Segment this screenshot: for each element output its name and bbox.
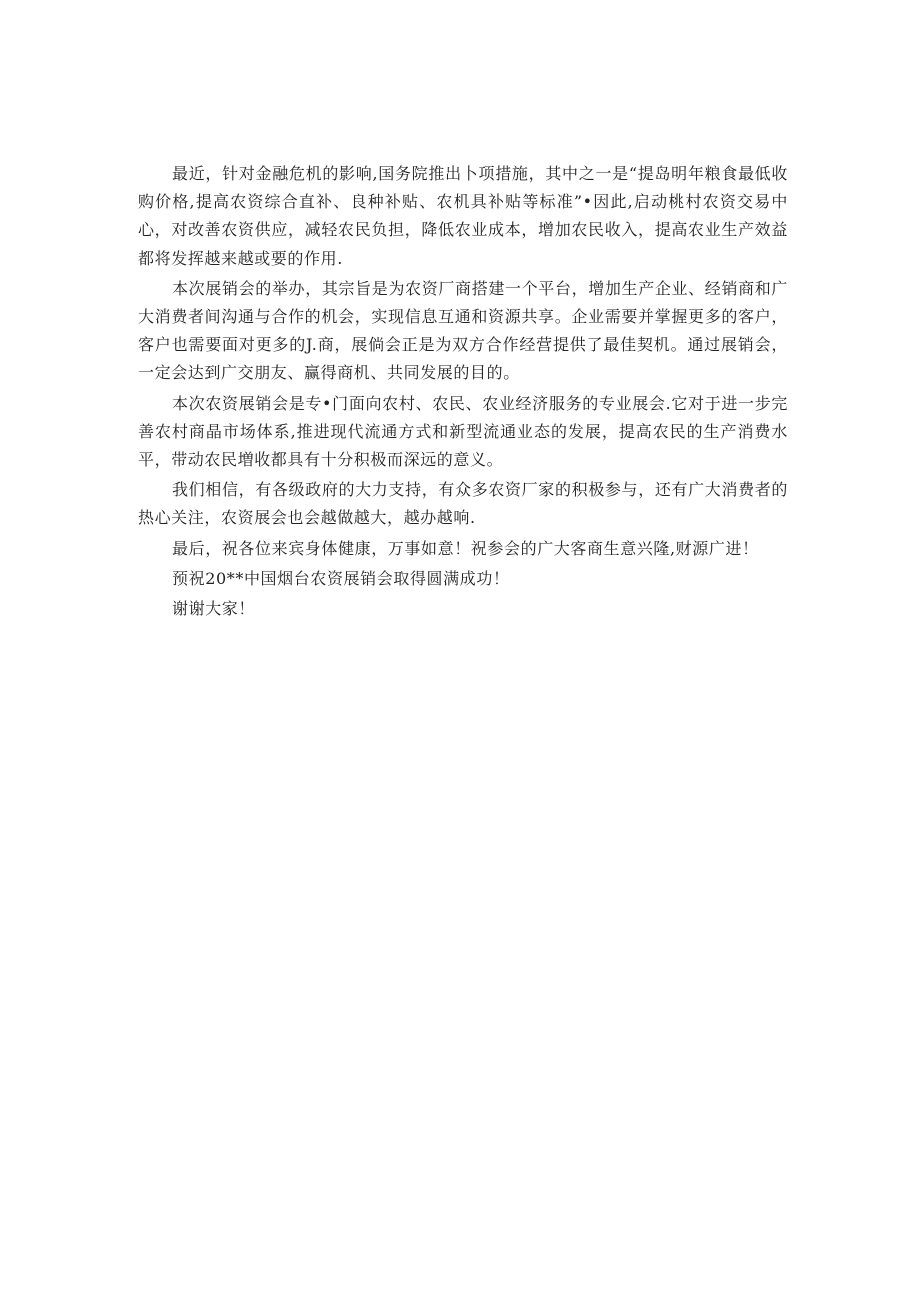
paragraph-success-wish: 预祝20**中国烟台农资展销会取得圆满成功！	[172, 568, 510, 588]
paragraph-thanks: 谢谢大家！	[172, 599, 256, 619]
paragraph-wishes: 最后，祝各位来宾身体健康，万事如意！祝参会的广大客商生意兴隆,财源广进！	[172, 538, 759, 558]
paragraph-exhibition-significance: 本次农资展销会是专•门面向农村、农民、农业经济服务的专业展会.它对于进一步完善农村商晶市场体系,推进现代流通方式和新型流通业态的发展，提高农民的生产消费水平，带动农民増收都具有十分积极而深远的意义。	[138, 393, 788, 470]
document-body	[138, 160, 788, 623]
paragraph-financial-crisis: 最近，针对金融危机的影响,国务院推出卜项措施，其中之一是“提岛明年粮食最低收购价格,提高农资综合直补、良种补贴、农机具补贴等标准”•因此,启动桃村农资交易中心，对改善农资供应，减轻农民负担，降低农业成本，增加农民收入，提高农业生产效益都将发挥越来越或要的作用.	[138, 164, 788, 268]
paragraph-confidence: 我们相信，有各级政府的大力支持，有众多农资厂家的积极参与，还有广大消费者的热心关注，农资展会也会越做越大，越办越响.	[138, 480, 788, 528]
paragraph-exhibition-purpose: 本次展销会的举办，其宗旨是为农资厂商搭建一个平台，增加生产企业、经销商和广大消费者间沟通与合作的机会，实现信息互通和资源共享。企业需要并掌握更多的客户，客户也需要面对更多的J.商，展倘会正是为双方合作经营提供了最佳契机。通过展销会，一定会达到广交朋友、赢得商机、共同发展的目的。	[138, 278, 788, 383]
